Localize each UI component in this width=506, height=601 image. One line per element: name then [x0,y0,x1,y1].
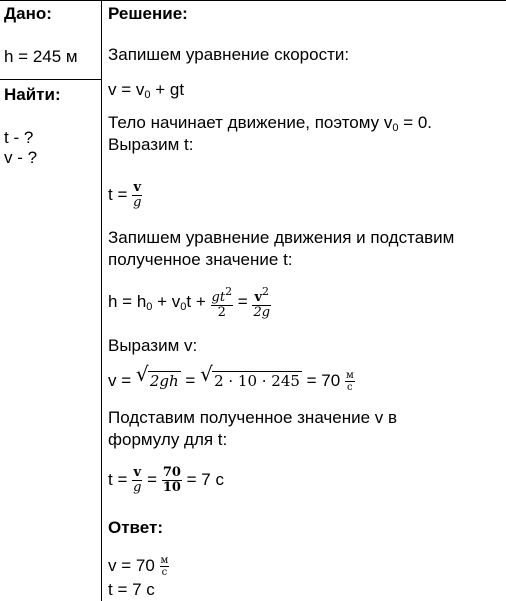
solution-line-1: Запишем уравнение скорости: [108,45,350,64]
solution-line-4: Выразим t: [108,135,194,154]
solution-title: Решение: [108,4,188,23]
solution-line-6: полученное значение t: [108,250,293,269]
answer-time: t = 7 с [108,580,155,599]
time-result: t = $\frac{v}{g}$ = $\frac{70}{10}$ = 7 с [108,465,224,496]
solution-line-8: Подставим полученное значение v в [108,408,398,427]
motion-equation: $h = h_0 + v_0t$ + $\frac{gt^2}{2}$ = $\frac{v^2}{2g}$ [108,285,271,321]
find-title: Найти: [4,85,61,104]
solution-line-9: формулу для t: [108,430,228,449]
solution-line-3: Тело начинает движение, поэтому $v_0 = 0$. [108,113,433,134]
time-formula: t = $\frac{v}{g}$ [108,180,142,211]
solution-line-7: Выразим v: [108,336,198,355]
given-height: h = 245 м [4,47,78,66]
solution-line-5: Запишем уравнение движения и подставим [108,228,455,247]
given-divider [0,79,101,80]
top-border [0,0,506,1]
velocity-result: v = √ 2gh = √ 2 · 10 · 245 = 70 $\frac{м}{с}$ [108,362,354,394]
given-title: Дано: [4,4,52,23]
column-divider [101,0,102,601]
find-velocity: v - ? [4,148,38,167]
answer-title: Ответ: [108,518,163,537]
velocity-equation: $v = v_0$ + gt [108,80,185,101]
answer-velocity: v = 70 $\frac{м}{с}$ [108,555,169,579]
find-time: t - ? [4,128,34,147]
